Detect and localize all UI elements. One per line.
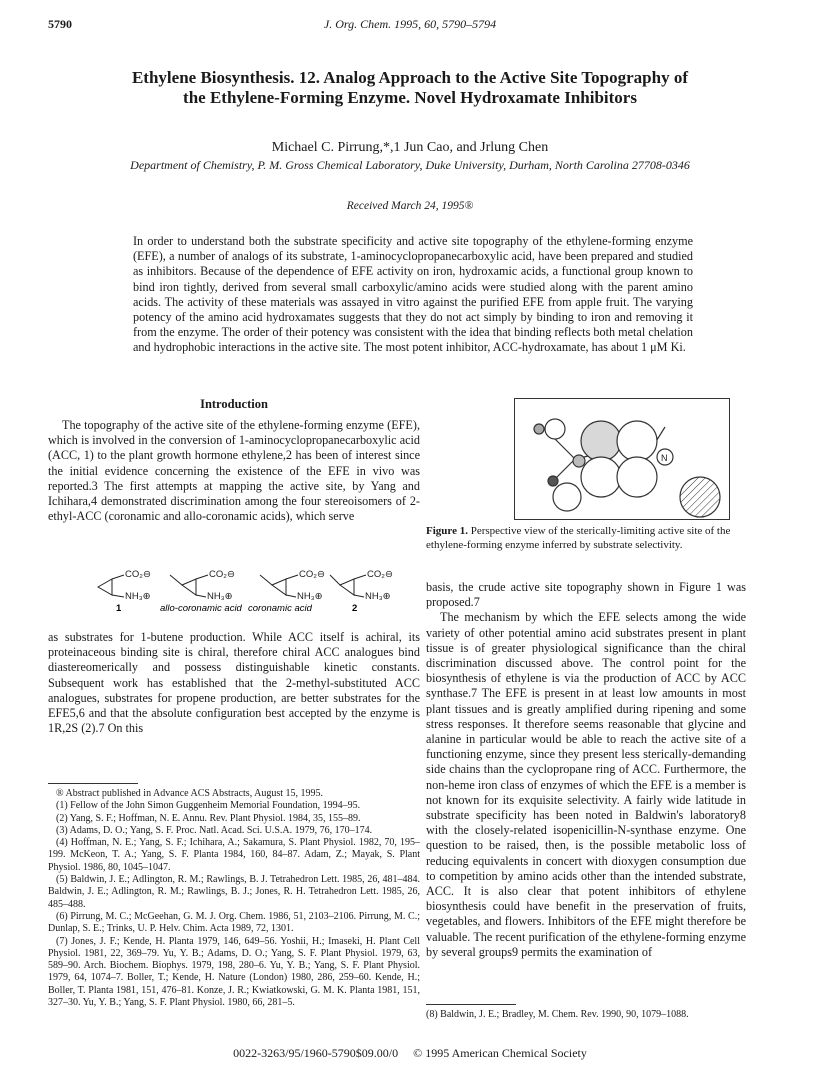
page-number: 5790 (48, 17, 72, 31)
intro-paragraph-1 (48, 418, 420, 524)
right-paragraph-2: The mechanism by which the EFE selects among the wide variety of other potential amino acid substrates present in plant tissue is of greater physiological significance than the chiral discrimination discussed above. The control point for the biosynthesis of ethylene is via the production of ACC by ACC synthase.7 The EFE is present in at least low amounts in most plant tissues and is greatly amplified during ripening and some stress responses. It therefore seems reasonable that glycine and alanine in particular would be able to reach the active site of a functioning enzyme, since they present less sterically-demanding side chains than the cyclopropane ring of ACC. Furthermore, the non-heme iron class of enzymes of which the EFE is a member is not known for its exquisite selectivity. A fairly wide latitude in substrate specificity has been noted in Baldwin's laboratory8 with the closely-related isopenicillin-N-synthase enzyme. One question to be raised, then, is the possible metabolic loss of reducing equivalents in concert with dioxygen consumption due to competition by amino acids other than the intended substrate, ACC. It is also clear that potent inhibitors of ethylene biosynthesis could have benefit in the preservation of fruits, vegetables, and flowers. Inhibitors of the EFE might therefore be valuable. The recent purification of the ethylene-forming enzyme by several groups9 permits the examination of (426, 610, 746, 959)
footnote-rule-right (426, 1004, 516, 1005)
footnote-rule (48, 783, 138, 784)
affiliation: Department of Chemistry, P. M. Gross Chemical Laboratory, Duke University, Durham, North Carolina 27708-0346 (130, 158, 690, 172)
received-date: Received March 24, 1995® (346, 200, 474, 212)
figure-caption-label: Figure 1. (426, 525, 468, 537)
svg-text:CO₂⊖: CO₂⊖ (209, 569, 235, 580)
footnote-3: (3) Adams, D. O.; Yang, S. F. Proc. Natl. Acad. Sci. U.S.A. 1979, 76, 170–174. (56, 824, 373, 836)
section-heading-introduction: Introduction (200, 397, 268, 411)
right-column-text (426, 580, 746, 960)
cyclopropane-ring-1 (98, 579, 112, 595)
footnote-4: (4) Hoffman, N. E.; Yang, S. F.; Ichihara, A.; Sakamura, S. Plant Physiol. 1982, 70, 195–199. McKeon, T. A.; Yang, S. F. Planta 1984, 160, 84–87. Adam, Z.; Mayak, S. Plant Physiol. 1986, 80, 1045–1047. (48, 837, 420, 873)
svg-text:CO₂⊖: CO₂⊖ (125, 569, 151, 580)
structure-figure (90, 565, 410, 613)
intro-text-1: The topography of the active site of the ethylene-forming enzyme (EFE), which is involved in the conversion of 1-aminocyclopropanecarboxylic acid (ACC, 1) to the plant growth hormone ethylene,2 has been of interest since the initial evidence concerning the existence of the EFE in vivo was reported.3 The first attempts at mapping the active site, by Yang and Ichihara,4 demonstrated discrimination among the four stereoisomers of 2-ethyl-ACC (coronamic and allo-coronamic acids), which serve (48, 418, 420, 524)
svg-text:CO₂⊖: CO₂⊖ (299, 569, 325, 580)
figure-caption-text: Perspective view of the sterically-limiting active site of the ethylene-forming enzyme inferred by substrate selectivity. (426, 525, 731, 551)
svg-text:NH₃⊕: NH₃⊕ (297, 591, 323, 602)
footnote-1: (1) Fellow of the John Simon Guggenheim Memorial Foundation, 1994–95. (56, 800, 361, 812)
footnote-7: (7) Jones, J. F.; Kende, H. Planta 1979, 146, 649–56. Yoshii, H.; Imaseki, H. Plant Cell Physiol. 1981, 22, 369–79. Yu, Y. B.; Adams, D. O.; Yang, S. F. Plant Physiol. 1979, 63, 589–90. Arch. Biochem. Biophys. 1979, 198, 280–6. Yu, Y. B.; Yang, S. F. Plant Physiol. 1979, 64, 1074–7. Boller, T.; Kende, H. Nature (London) 1980, 286, 259–60. Kende, H.; Boller, T. Planta 1981, 151, 476–81. Konze, J. R.; Kwiatkowski, G. M. K. Planta 1981, 151, 327–30. Yu, Y. B.; Yang, S. F. Plant Physiol. 1980, 66, 281–5. (48, 935, 420, 1009)
intro-text-2: as substrates for 1-butene production. While ACC itself is achiral, its proteinaceous binding site is chiral, therefore chiral ACC analogues bind diastereomerically and possess distinguishable kinetic constants. Subsequent work has established that the 2-methyl-substituted ACC analogues, substrates for propene production, are better substrates for the EFE5,6 and that the absolute configuration best accepted by the enzyme is 1R,2S (2).7 On this (48, 630, 420, 736)
svg-text:CO₂⊖: CO₂⊖ (367, 569, 393, 580)
svg-text:NH₃⊕: NH₃⊕ (125, 591, 151, 602)
intro-paragraph-2 (48, 630, 420, 736)
footnote-abstract: ® Abstract published in Advance ACS Abstracts, August 15, 1995. (56, 788, 324, 799)
author-list: Michael C. Pirrung,*,1 Jun Cao, and Jrlung Chen (271, 140, 549, 155)
svg-text:NH₃⊕: NH₃⊕ (207, 591, 233, 602)
right-paragraph-1: basis, the crude active site topography shown in Figure 1 was proposed.7 (426, 580, 746, 610)
copyright-notice: © 1995 American Chemical Society (413, 1046, 587, 1060)
structure-label-coronamic: coronamic acid (248, 603, 312, 613)
issn-code: 0022-3263/95/1960-5790$09.00/0 (233, 1046, 399, 1060)
structure-label-2: 2 (352, 603, 358, 613)
footnote-6: (6) Pirrung, M. C.; McGeehan, G. M. J. Org. Chem. 1986, 51, 2103–2106. Pirrung, M. C.; Dunlap, S. E.; Trinks, U. P. Helv. Chim. Acta 1989, 72, 1301. (48, 910, 420, 935)
active-site-diagram (515, 399, 729, 519)
nitrogen-atom-label: N (661, 453, 668, 463)
abstract: In order to understand both the substrate specificity and active site topography of the ethylene-forming enzyme (EFE), a number of analogs of its substrate, 1-aminocyclopropanecarboxylic acid, have been prepared and studied as inhibitors. Because of the dependence of EFE activity on iron, hydroxamic acids, a functional group known to bind iron tightly, derived from several small carboxylic/amino acids were studied along with the parent amino acids. The activity of these materials was assayed in vitro against the purified EFE from apple fruit. The varying potency of the amino acid hydroxamates suggests that they do not act simply by binding to iron and removing it from the enzyme. The order of their potency was consistent with the idea that binding reflects both metal chelation and hydrophobic interactions in the active site. The most potent inhibitor, ACC-hydroxamate, has about 1 μM Ki. (133, 234, 693, 355)
article-title: Ethylene Biosynthesis. 12. Analog Approach to the Active Site Topography of the Ethylene-Forming Enzyme. Novel Hydroxamate Inhibitors (131, 68, 689, 107)
structure-label-1: 1 (116, 603, 122, 613)
figure-1-box (514, 398, 730, 520)
svg-text:NH₃⊕: NH₃⊕ (365, 591, 391, 602)
footnote-8: (8) Baldwin, J. E.; Bradley, M. Chem. Rev. 1990, 90, 1079–1088. (426, 1009, 689, 1020)
footnote-5: (5) Baldwin, J. E.; Adlington, R. M.; Rawlings, B. J. Tetrahedron Lett. 1985, 26, 481–484. Baldwin, J. E.; Adlington, R. M.; Rawlings, B. J.; Jones, R. H. Tetrahedron Lett. 1985, 26, 485–488. (48, 874, 420, 910)
running-head: J. Org. Chem. 1995, 60, 5790–5794 (323, 17, 497, 31)
page-footer (0, 1046, 820, 1061)
structure-label-allo: allo-coronamic acid (160, 603, 242, 613)
footnotes (48, 788, 420, 1009)
footnote-2: (2) Yang, S. F.; Hoffman, N. E. Annu. Rev. Plant Physiol. 1984, 35, 155–89. (56, 812, 361, 824)
figure-1-caption (426, 525, 746, 552)
